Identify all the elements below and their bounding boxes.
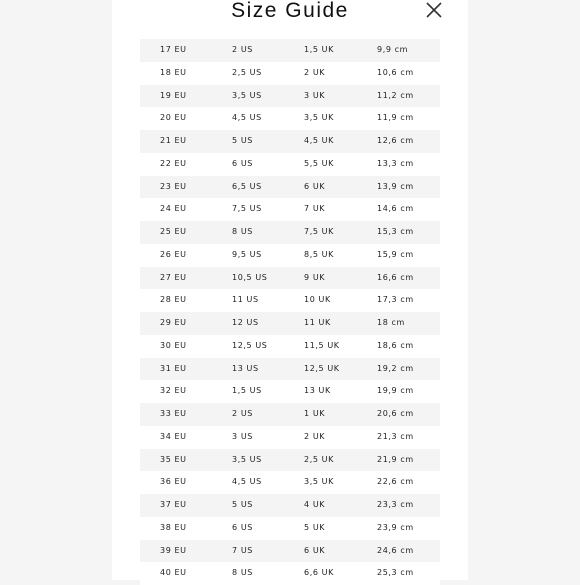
uk-size-cell: 10 UK bbox=[304, 295, 331, 305]
us-size-cell: 2 US bbox=[232, 409, 253, 418]
table-row bbox=[140, 335, 440, 358]
uk-size-cell: 6 UK bbox=[304, 181, 326, 191]
cm-length-cell: 21,3 cm bbox=[377, 431, 414, 441]
cm-length-cell: 15,9 cm bbox=[377, 249, 414, 259]
uk-size-cell: 2 UK bbox=[304, 431, 326, 441]
table-row bbox=[140, 312, 440, 335]
us-size-cell: 4,5 US bbox=[232, 477, 262, 487]
cm-length-cell: 18 cm bbox=[377, 318, 405, 327]
table-row bbox=[140, 517, 440, 540]
table-row bbox=[140, 130, 440, 153]
table-row bbox=[140, 62, 440, 85]
eu-size-cell: 21 EU bbox=[160, 136, 187, 145]
uk-size-cell: 1 UK bbox=[304, 409, 326, 418]
us-size-cell: 1,5 US bbox=[232, 386, 262, 396]
us-size-cell: 5 US bbox=[232, 136, 253, 145]
eu-size-cell: 34 EU bbox=[160, 431, 187, 441]
uk-size-cell: 8,5 UK bbox=[304, 249, 334, 259]
uk-size-cell: 13 UK bbox=[304, 386, 331, 396]
uk-size-cell: 5 UK bbox=[304, 522, 326, 532]
eu-size-cell: 18 EU bbox=[160, 67, 187, 77]
us-size-cell: 2 US bbox=[232, 45, 253, 54]
uk-size-cell: 1,5 UK bbox=[304, 45, 334, 54]
uk-size-cell: 2,5 UK bbox=[304, 454, 334, 464]
us-size-cell: 12 US bbox=[232, 318, 259, 327]
uk-size-cell: 6 UK bbox=[304, 545, 326, 555]
table-row bbox=[140, 471, 440, 494]
eu-size-cell: 32 EU bbox=[160, 386, 187, 396]
eu-size-cell: 33 EU bbox=[160, 409, 187, 418]
table-row bbox=[140, 107, 440, 130]
uk-size-cell: 3 UK bbox=[304, 90, 326, 100]
table-row bbox=[140, 153, 440, 176]
uk-size-cell: 3,5 UK bbox=[304, 113, 334, 123]
table-row bbox=[140, 494, 440, 517]
cm-length-cell: 22,6 cm bbox=[377, 477, 414, 487]
table-row bbox=[140, 403, 440, 426]
uk-size-cell: 7,5 UK bbox=[304, 227, 334, 236]
cm-length-cell: 19,2 cm bbox=[377, 363, 414, 373]
cm-length-cell: 24,6 cm bbox=[377, 545, 414, 555]
table-row bbox=[140, 244, 440, 267]
eu-size-cell: 24 EU bbox=[160, 204, 187, 214]
table-row bbox=[140, 426, 440, 449]
eu-size-cell: 27 EU bbox=[160, 272, 187, 282]
eu-size-cell: 38 EU bbox=[160, 522, 187, 532]
uk-size-cell: 11 UK bbox=[304, 318, 331, 327]
us-size-cell: 6,5 US bbox=[232, 181, 262, 191]
cm-length-cell: 14,6 cm bbox=[377, 204, 414, 214]
uk-size-cell: 5,5 UK bbox=[304, 158, 334, 168]
cm-length-cell: 13,9 cm bbox=[377, 181, 414, 191]
uk-size-cell: 7 UK bbox=[304, 204, 326, 214]
eu-size-cell: 35 EU bbox=[160, 454, 187, 464]
us-size-cell: 13 US bbox=[232, 363, 259, 373]
cm-length-cell: 19,9 cm bbox=[377, 386, 414, 396]
eu-size-cell: 22 EU bbox=[160, 158, 187, 168]
cm-length-cell: 11,2 cm bbox=[377, 90, 414, 100]
close-icon bbox=[424, 0, 444, 20]
cm-length-cell: 11,9 cm bbox=[377, 113, 414, 123]
cm-length-cell: 25,3 cm bbox=[377, 568, 414, 578]
cm-length-cell: 9,9 cm bbox=[377, 45, 409, 54]
eu-size-cell: 26 EU bbox=[160, 249, 187, 259]
cm-length-cell: 15,3 cm bbox=[377, 227, 414, 236]
uk-size-cell: 12,5 UK bbox=[304, 363, 340, 373]
cm-length-cell: 21,9 cm bbox=[377, 454, 414, 464]
uk-size-cell: 11,5 UK bbox=[304, 340, 340, 350]
table-row bbox=[140, 267, 440, 290]
close-button[interactable] bbox=[424, 0, 444, 20]
cm-length-cell: 20,6 cm bbox=[377, 409, 414, 418]
table-row bbox=[140, 540, 440, 563]
uk-size-cell: 4,5 UK bbox=[304, 136, 334, 145]
us-size-cell: 11 US bbox=[232, 295, 259, 305]
us-size-cell: 7 US bbox=[232, 545, 253, 555]
uk-size-cell: 4 UK bbox=[304, 500, 326, 509]
table-row bbox=[140, 39, 440, 62]
uk-size-cell: 9 UK bbox=[304, 272, 326, 282]
cm-length-cell: 17,3 cm bbox=[377, 295, 414, 305]
us-size-cell: 5 US bbox=[232, 500, 253, 509]
us-size-cell: 3,5 US bbox=[232, 454, 262, 464]
us-size-cell: 10,5 US bbox=[232, 272, 268, 282]
table-row bbox=[140, 198, 440, 221]
us-size-cell: 8 US bbox=[232, 568, 253, 578]
us-size-cell: 6 US bbox=[232, 158, 253, 168]
us-size-cell: 2,5 US bbox=[232, 67, 262, 77]
table-row bbox=[140, 449, 440, 472]
eu-size-cell: 19 EU bbox=[160, 90, 187, 100]
uk-size-cell: 2 UK bbox=[304, 67, 326, 77]
table-row bbox=[140, 562, 440, 585]
cm-length-cell: 18,6 cm bbox=[377, 340, 414, 350]
eu-size-cell: 25 EU bbox=[160, 227, 187, 236]
uk-size-cell: 6,6 UK bbox=[304, 568, 334, 578]
table-row bbox=[140, 176, 440, 199]
us-size-cell: 3,5 US bbox=[232, 90, 262, 100]
eu-size-cell: 17 EU bbox=[160, 45, 187, 54]
cm-length-cell: 23,3 cm bbox=[377, 500, 414, 509]
eu-size-cell: 37 EU bbox=[160, 500, 187, 509]
us-size-cell: 12,5 US bbox=[232, 340, 268, 350]
eu-size-cell: 36 EU bbox=[160, 477, 187, 487]
eu-size-cell: 20 EU bbox=[160, 113, 187, 123]
table-row bbox=[140, 380, 440, 403]
cm-length-cell: 16,6 cm bbox=[377, 272, 414, 282]
us-size-cell: 8 US bbox=[232, 227, 253, 236]
size-table bbox=[140, 39, 440, 585]
cm-length-cell: 12,6 cm bbox=[377, 136, 414, 145]
eu-size-cell: 31 EU bbox=[160, 363, 187, 373]
table-row bbox=[140, 221, 440, 244]
us-size-cell: 7,5 US bbox=[232, 204, 262, 214]
cm-length-cell: 23,9 cm bbox=[377, 522, 414, 532]
table-row bbox=[140, 289, 440, 312]
eu-size-cell: 39 EU bbox=[160, 545, 187, 555]
eu-size-cell: 30 EU bbox=[160, 340, 187, 350]
cm-length-cell: 13,3 cm bbox=[377, 158, 414, 168]
table-row bbox=[140, 85, 440, 108]
modal-title: Size Guide bbox=[231, 0, 349, 22]
eu-size-cell: 28 EU bbox=[160, 295, 187, 305]
eu-size-cell: 29 EU bbox=[160, 318, 187, 327]
table-row bbox=[140, 358, 440, 381]
eu-size-cell: 40 EU bbox=[160, 568, 187, 578]
uk-size-cell: 3,5 UK bbox=[304, 477, 334, 487]
eu-size-cell: 23 EU bbox=[160, 181, 187, 191]
us-size-cell: 6 US bbox=[232, 522, 253, 532]
us-size-cell: 9,5 US bbox=[232, 249, 262, 259]
us-size-cell: 3 US bbox=[232, 431, 253, 441]
cm-length-cell: 10,6 cm bbox=[377, 67, 414, 77]
us-size-cell: 4,5 US bbox=[232, 113, 262, 123]
